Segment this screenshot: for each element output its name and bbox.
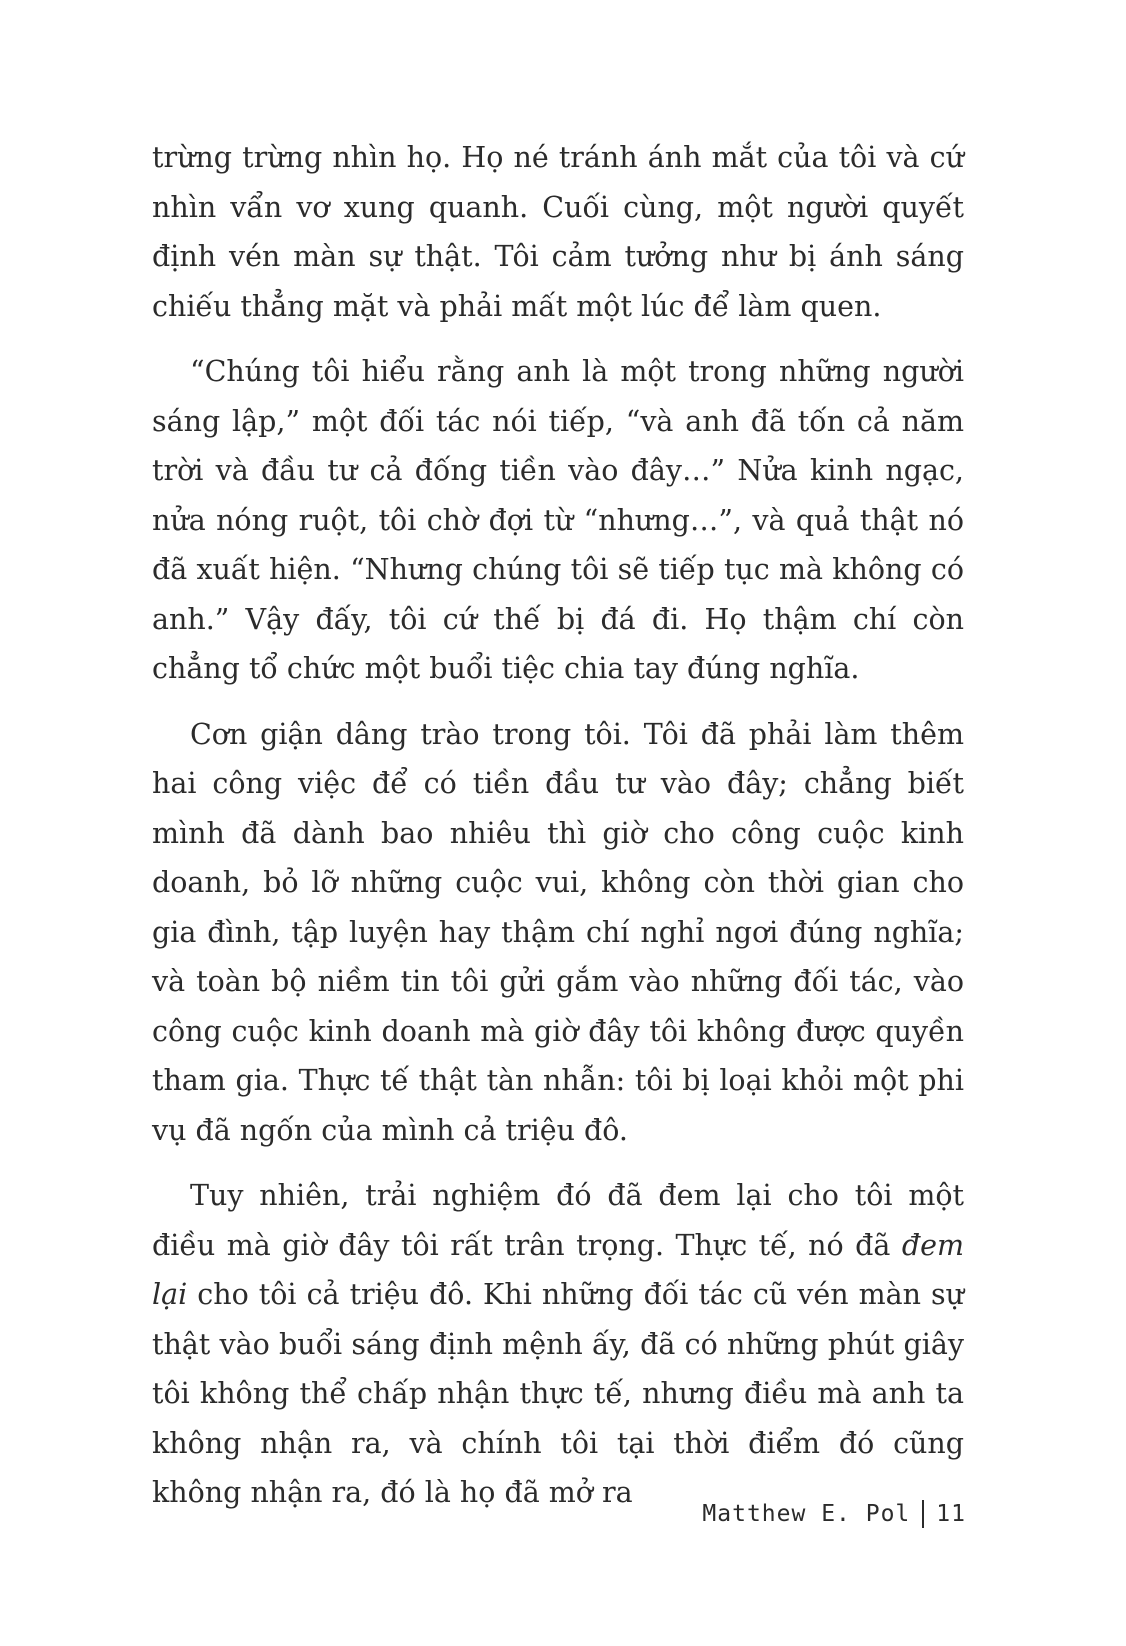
paragraph-1: trừng trừng nhìn họ. Họ né tránh ánh mắt của tôi và cứ nhìn vẩn vơ xung quanh. Cuối cùng, một người quyết định vén màn sự thật. Tôi cảm tưởng như bị ánh sáng chiếu thẳng mặt và phải mất một lúc để làm quen. bbox=[152, 141, 964, 323]
paragraph-4 bbox=[152, 1171, 964, 1518]
paragraph-4-text-start: Tuy nhiên, trải nghiệm đó đã đem lại cho tôi một điều mà giờ đây tôi rất trân trọng. Thực tế, nó đã bbox=[152, 1179, 964, 1262]
page-body bbox=[152, 133, 964, 1534]
paragraph-4-emphasis: đem lại bbox=[152, 1228, 964, 1311]
page-footer bbox=[702, 1500, 966, 1528]
running-footer-author: Matthew E. Pol bbox=[702, 1501, 911, 1527]
paragraph-2: “Chúng tôi hiểu rằng anh là một trong những người sáng lập,” một đối tác nói tiếp, “và anh đã tốn cả năm trời và đầu tư cả đống tiền vào đây…” Nửa kinh ngạc, nửa nóng ruột, tôi chờ đợi từ “nhưng…”, và quả thật nó đã xuất hiện. “Nhưng chúng tôi sẽ tiếp tục mà không có anh.” Vậy đấy, tôi cứ thế bị đá đi. Họ thậm chí còn chẳng tổ chức một buổi tiệc chia tay đúng nghĩa. bbox=[152, 355, 964, 685]
paragraph-3: Cơn giận dâng trào trong tôi. Tôi đã phải làm thêm hai công việc để có tiền đầu tư vào đây; chẳng biết mình đã dành bao nhiêu thì giờ cho công cuộc kinh doanh, bỏ lỡ những cuộc vui, không còn thời gian cho gia đình, tập luyện hay thậm chí nghỉ ngơi đúng nghĩa; và toàn bộ niềm tin tôi gửi gắm vào những đối tác, vào công cuộc kinh doanh mà giờ đây tôi không được quyền tham gia. Thực tế thật tàn nhẫn: tôi bị loại khỏi một phi vụ đã ngốn của mình cả triệu đô. bbox=[152, 717, 964, 1147]
page-number: 11 bbox=[936, 1501, 966, 1527]
paragraph-4-text-end: cho tôi cả triệu đô. Khi những đối tác cũ vén màn sự thật vào buổi sáng định mệnh ấy, đã có những phút giây tôi không thể chấp nhận thực tế, nhưng điều mà anh ta không nhận ra, và chính tôi tại thời điểm đó cũng không nhận ra, đó là họ đã mở ra bbox=[152, 1278, 964, 1509]
footer-divider bbox=[922, 1500, 924, 1528]
